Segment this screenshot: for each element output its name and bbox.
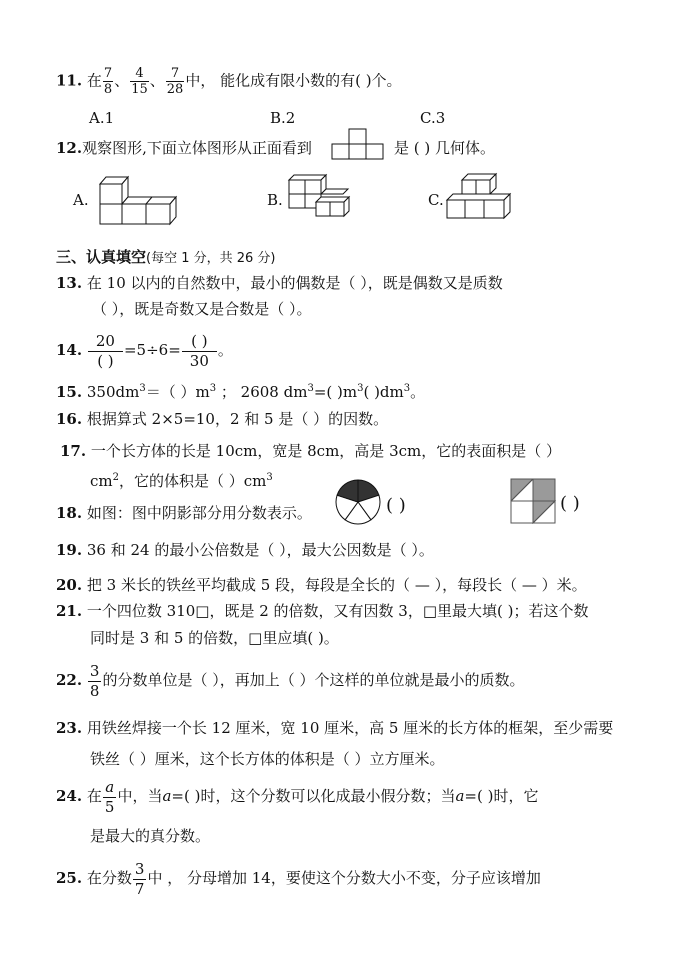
question-21 xyxy=(56,601,589,621)
section-note: (每空 1 分，共 26 分) xyxy=(146,251,276,266)
question-text: ＝（ ）m xyxy=(145,383,210,401)
fraction: $\frac{4}{15}$ xyxy=(131,66,148,97)
option-a: A.1 xyxy=(89,109,115,127)
question-text: =( )时，它 xyxy=(464,787,539,805)
question-text: ，它的体积是（ ）cm xyxy=(119,472,267,490)
fraction: $\frac{a}{5}$ xyxy=(104,777,115,816)
question-text: （ ），既是奇数又是合数是（ ）。 xyxy=(92,300,312,318)
fraction: $\frac{20}{( )}$ xyxy=(88,332,123,371)
question-text: =( )m xyxy=(313,383,358,401)
unit: cm xyxy=(90,472,113,490)
question-number: 23. xyxy=(56,719,83,737)
question-text: 中，当 xyxy=(117,787,163,805)
punctuation: 。 xyxy=(410,383,426,401)
question-text: 一个长方体的长是 10cm，宽是 8cm，高是 3cm，它的表面积是（ ） xyxy=(90,442,562,460)
question-number: 24. xyxy=(56,787,83,805)
variable: a xyxy=(455,787,465,805)
question-text: 观察图形,下面立体图形从正面看到 xyxy=(82,139,312,157)
separator: 、 xyxy=(114,71,130,90)
question-25 xyxy=(56,858,541,899)
section-title: 三、认真填空 xyxy=(56,248,147,266)
question-24 xyxy=(56,776,538,817)
question-20 xyxy=(56,575,587,595)
question-text: 如图：图中阴影部分用分数表示。 xyxy=(86,504,312,522)
question-text: ； 2608 dm xyxy=(220,383,308,401)
question-text: 把 3 米长的铁丝平均截成 5 段，每段是全长的（ — ），每段长（ — ）米。 xyxy=(86,576,587,594)
shaded-square-figure xyxy=(510,478,556,524)
question-number: 18. xyxy=(56,504,83,522)
question-number: 17. xyxy=(60,442,87,460)
option-c: C.3 xyxy=(420,109,446,127)
question-number: 15. xyxy=(56,383,83,401)
option-a: A. xyxy=(73,191,89,209)
fraction: $\frac{( )}{30}$ xyxy=(182,332,217,371)
question-number: 21. xyxy=(56,602,83,620)
option-c: C. xyxy=(428,191,444,209)
question-number: 25. xyxy=(56,869,83,887)
question-number: 19. xyxy=(56,541,83,559)
question-number: 11. xyxy=(56,71,83,90)
separator: 、 xyxy=(149,71,165,90)
question-number: 22. xyxy=(56,671,83,689)
section-heading xyxy=(56,247,276,269)
question-text: 在 xyxy=(86,71,102,90)
answer-blank: ( ) xyxy=(560,493,580,514)
fraction: $\frac{3}{8}$ xyxy=(89,661,100,700)
question-15: 15. $350dm^3=$（ ）$m^3$ ； 2608 $dm^3=$( )$m^3$( )$dm^3$。 xyxy=(56,383,426,401)
question-text: 铁丝（ ）厘米，这个长方体的体积是（ ）立方厘米。 xyxy=(90,750,445,768)
question-text: 一个四位数 310□，既是 2 的倍数，又有因数 3，□里最大填( )；若这个数 xyxy=(86,602,589,620)
question-text: 在分数 xyxy=(86,869,132,887)
option-b: B. xyxy=(267,191,283,209)
question-13 xyxy=(56,273,503,293)
question-text: 是最大的真分数。 xyxy=(90,827,211,845)
question-number: 20. xyxy=(56,576,83,594)
question-text: 中， 能化成有限小数的有( )个。 xyxy=(185,71,402,90)
solid-figure-a xyxy=(96,172,178,230)
question-16 xyxy=(56,409,388,429)
fraction: $\frac{7}{8}$ xyxy=(103,66,113,97)
question-14 xyxy=(56,330,233,371)
question-text: 是 ( ) 几何体。 xyxy=(394,139,496,157)
question-text: $cm^2$，它的体积是（ ）$cm^3$ xyxy=(90,472,273,490)
variable: a xyxy=(162,787,172,805)
question-text: 在 xyxy=(86,787,102,805)
question-text: 在 10 以内的自然数中，最小的偶数是（ ），既是偶数又是质数 xyxy=(86,274,503,292)
question-text: =( )时，这个分数可以化成最小假分数；当 xyxy=(171,787,456,805)
question-18 xyxy=(56,503,312,523)
question-text: 的分数单位是（ ），再加上（ ）个这样的单位就是最小的质数。 xyxy=(102,671,525,689)
front-view-figure xyxy=(330,127,386,161)
question-number: 12. xyxy=(56,139,83,157)
question-number: 14. xyxy=(56,341,83,359)
fraction: $\frac{3}{7}$ xyxy=(134,859,145,898)
question-23 xyxy=(56,718,613,738)
question-text: =5÷6= xyxy=(123,341,181,359)
question-number: 13. xyxy=(56,274,83,292)
question-11 xyxy=(56,66,402,97)
answer-blank: ( ) xyxy=(386,495,406,516)
question-text: 36 和 24 的最小公倍数是（ ），最大公因数是（ ）。 xyxy=(86,541,434,559)
question-text: 350dm xyxy=(86,383,140,401)
solid-figure-c xyxy=(444,170,516,224)
question-number: 16. xyxy=(56,410,83,428)
question-12 xyxy=(56,138,312,158)
option-b: B.2 xyxy=(270,109,296,127)
solid-figure-b xyxy=(286,172,352,222)
question-text: 中 ， 分母增加 14，要使这个分数大小不变，分子应该增加 xyxy=(147,869,541,887)
question-text: 用铁丝焊接一个长 12 厘米，宽 10 厘米，高 5 厘米的长方体的框架，至少需要 xyxy=(86,719,614,737)
question-22 xyxy=(56,660,524,701)
question-text: 同时是 3 和 5 的倍数，□里应填( )。 xyxy=(90,629,339,647)
question-text: 根据算式 2×5=10，2 和 5 是（ ）的因数。 xyxy=(86,410,389,428)
fraction: $\frac{7}{28}$ xyxy=(166,66,184,97)
shaded-circle-figure xyxy=(334,478,382,526)
question-19 xyxy=(56,540,434,560)
question-text: ( )dm xyxy=(363,383,404,401)
question-17 xyxy=(60,441,561,461)
punctuation: 。 xyxy=(217,341,233,359)
